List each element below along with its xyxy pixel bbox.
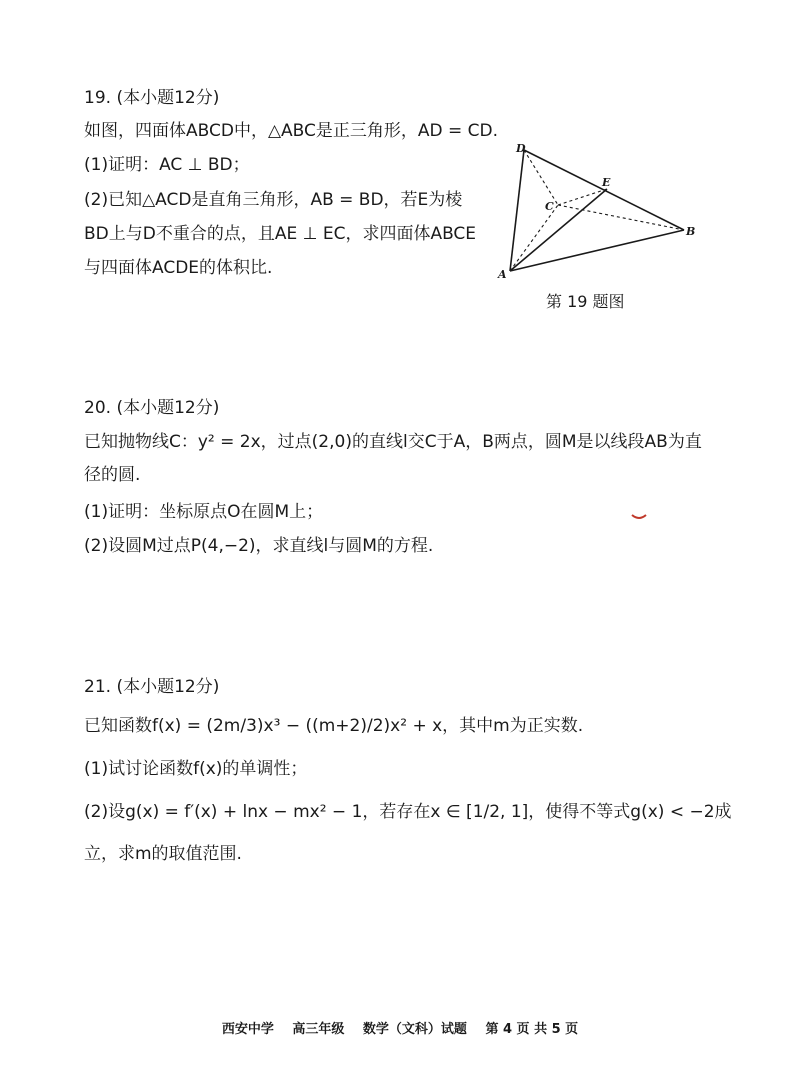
q19-figure-caption: 第 19 题图: [546, 292, 625, 311]
q21-part2-line2: 立，求m的取值范围.: [84, 844, 242, 864]
q20-part2: (2)设圆M过点P(4,−2)，求直线l与圆M的方程.: [84, 536, 434, 556]
q19-part2-line1: (2)已知△ACD是直角三角形，AB = BD，若E为棱: [84, 190, 463, 210]
edge-CE: [558, 189, 607, 205]
q19-tetrahedron-figure: [490, 138, 700, 283]
edge-AE: [510, 189, 607, 271]
q19-heading: 19. (本小题12分): [84, 88, 220, 108]
label-E: E: [602, 176, 611, 189]
footer-grade: 高三年级: [292, 1022, 345, 1037]
footer-page: 第 4 页 共 5 页: [485, 1022, 579, 1037]
edge-DA: [510, 150, 524, 271]
label-B: B: [686, 225, 696, 238]
footer-school: 西安中学: [221, 1022, 274, 1037]
q21-heading: 21. (本小题12分): [84, 677, 220, 697]
q20-part1: (1)证明：坐标原点O在圆M上；: [84, 502, 324, 522]
q19-intro: [84, 119, 498, 143]
q20-line2: 径的圆.: [84, 465, 141, 485]
q19-part2-line3: 与四面体ACDE的体积比.: [84, 258, 273, 278]
q21-part1: (1)试讨论函数f(x)的单调性；: [84, 759, 308, 779]
q21-line1: [84, 714, 583, 738]
q19-part2-line2: BD上与D不重合的点，且AE ⊥ EC，求四面体ABCE: [84, 224, 477, 244]
footer-subject: 数学（文科）试题: [362, 1022, 467, 1037]
label-D: D: [516, 142, 526, 155]
page-footer: [0, 1018, 800, 1037]
label-A: A: [498, 268, 507, 281]
q21-line1-text: 已知函数f(x) = (2m/3)x³ − ((m+2)/2)x² + x，其中m为正实数.: [84, 716, 584, 736]
edge-AB: [510, 230, 684, 271]
edge-CB: [558, 205, 684, 230]
q20-heading: 20. (本小题12分): [84, 398, 220, 418]
label-C: C: [545, 200, 554, 213]
q19-part1: (1)证明：AC ⊥ BD；: [84, 155, 250, 175]
margin-mark-icon: [630, 512, 648, 522]
q21-part2-line1: (2)设g(x) = f′(x) + lnx − mx² − 1，若存在x ∈ [1/2, 1]，使得不等式g(x) < −2成: [84, 802, 732, 822]
q19-intro-text: 如图，四面体ABCD中，△ABC是正三角形，AD = CD.: [84, 121, 499, 141]
q20-line1: 已知抛物线C：y² = 2x，过点(2,0)的直线l交C于A，B两点，圆M是以线段AB为直: [84, 432, 702, 452]
